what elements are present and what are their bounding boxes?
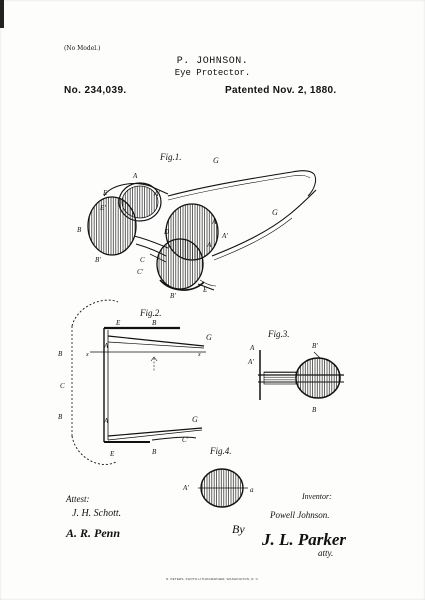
- patent-number: No. 234,039.: [64, 85, 127, 96]
- fig2-labels: [58, 308, 212, 458]
- svg-text:A: A: [104, 342, 109, 350]
- svg-text:A: A: [104, 417, 109, 425]
- svg-text:C: C: [60, 382, 65, 390]
- svg-text:a: a: [250, 486, 254, 494]
- fig3-title: Fig.3.: [268, 329, 290, 339]
- svg-text:E: E: [116, 319, 121, 327]
- svg-text:B: B: [152, 448, 157, 456]
- svg-text:B: B: [312, 406, 317, 414]
- svg-text:x: x: [198, 352, 201, 358]
- svg-text:A: A: [250, 344, 255, 352]
- patent-title: Eye Protector.: [174, 68, 251, 78]
- svg-text:E': E': [100, 204, 106, 212]
- fig1-title: Fig.1.: [160, 152, 182, 162]
- fig2-title: Fig.2.: [140, 308, 162, 318]
- svg-text:A: A: [133, 172, 138, 180]
- svg-text:B': B': [312, 342, 318, 350]
- svg-text:A: A: [207, 241, 212, 249]
- svg-text:G: G: [192, 415, 198, 424]
- svg-text:B: B: [58, 350, 63, 358]
- svg-text:C': C': [182, 436, 189, 444]
- witness-signature-1: J. H. Schott.: [72, 508, 122, 519]
- fig4-title: Fig.4.: [210, 446, 232, 456]
- svg-text:A': A': [248, 358, 254, 366]
- svg-text:B: B: [77, 226, 82, 234]
- svg-text:A': A': [183, 484, 189, 492]
- fig4-drawing: [198, 469, 248, 507]
- svg-text:A': A': [222, 232, 228, 240]
- attorney-abbr: atty.: [318, 548, 334, 558]
- svg-text:C: C: [140, 256, 145, 264]
- svg-text:G: G: [272, 208, 278, 217]
- witness-signature-2: A. R. Penn: [66, 526, 121, 540]
- svg-text:x: x: [86, 352, 89, 358]
- svg-text:A': A': [154, 190, 160, 198]
- svg-text:C': C': [137, 268, 144, 276]
- svg-text:B': B': [95, 256, 101, 264]
- printer-credit: N. PETERS, PHOTO-LITHOGRAPHER, WASHINGTON, D. C.: [165, 577, 260, 581]
- svg-text:G: G: [213, 156, 219, 165]
- svg-text:B': B': [170, 292, 176, 300]
- model-note: (No Model.): [64, 45, 101, 52]
- svg-text:G: G: [206, 333, 212, 342]
- svg-text:A: A: [212, 218, 217, 226]
- svg-text:E: E: [110, 450, 115, 458]
- fig1-drawing: [88, 171, 316, 290]
- attest-label: Attest:: [66, 494, 90, 504]
- fig3-drawing: [258, 350, 344, 400]
- attorney-signature: J. L. Parker: [262, 530, 347, 549]
- inventor-label: Inventor:: [302, 492, 332, 501]
- svg-text:D: D: [164, 228, 170, 236]
- inventor-name: P. JOHNSON.: [176, 56, 249, 67]
- svg-text:B: B: [58, 413, 63, 421]
- svg-text:E: E: [103, 189, 108, 197]
- inventor-signature: Powell Johnson.: [270, 510, 330, 520]
- svg-text:B: B: [152, 319, 157, 327]
- patent-date: Patented Nov. 2, 1880.: [225, 85, 337, 96]
- by-label: By: [232, 522, 245, 536]
- svg-text:E: E: [203, 286, 208, 294]
